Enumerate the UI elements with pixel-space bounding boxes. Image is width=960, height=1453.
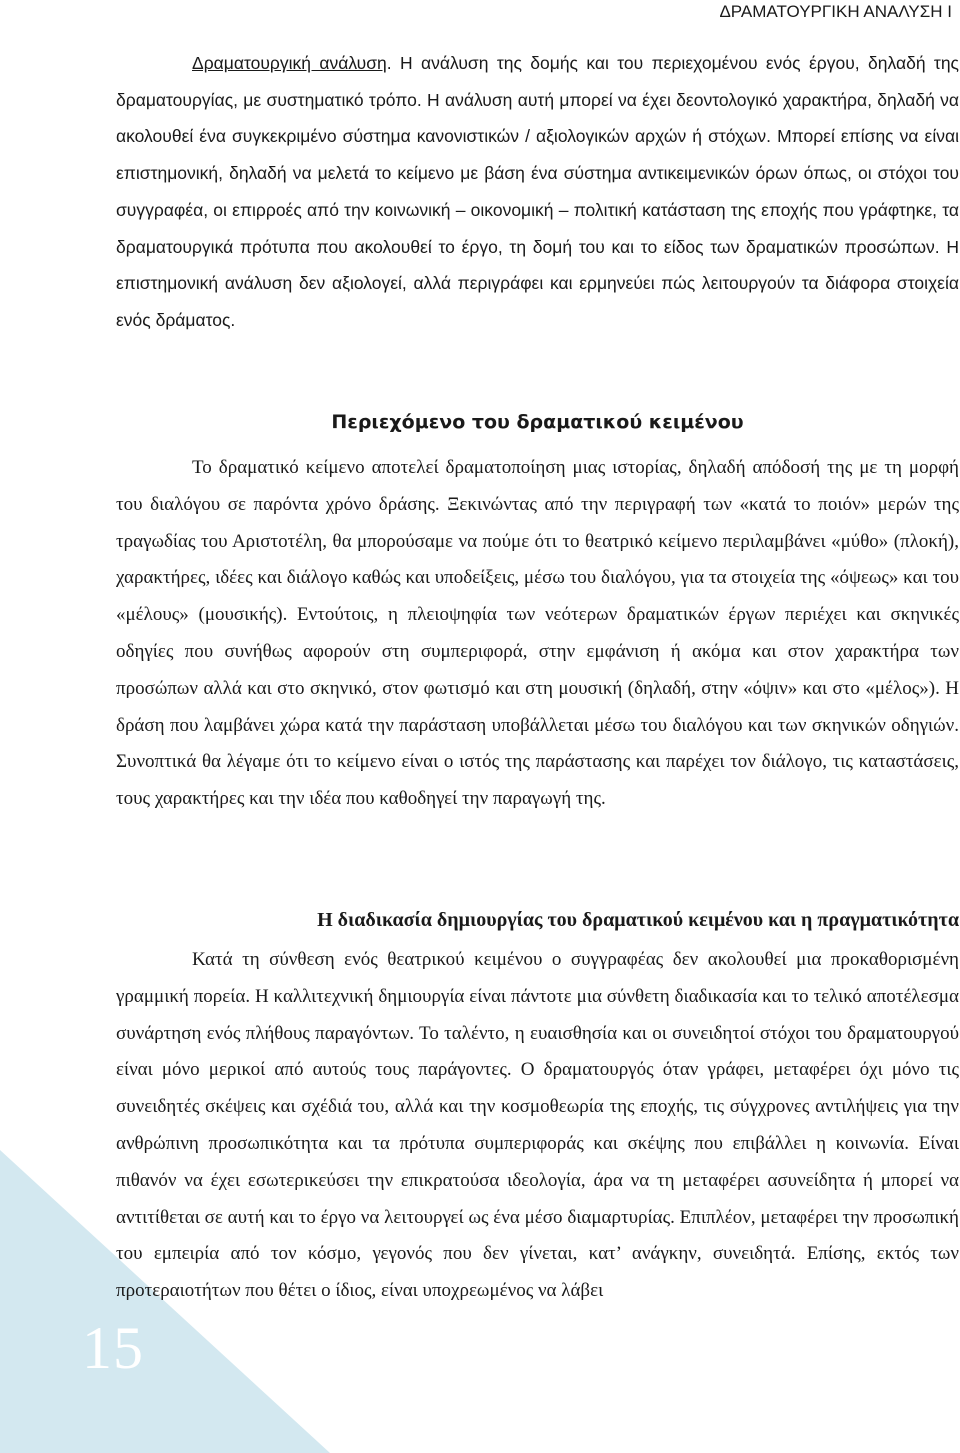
section-heading-creation-process: Η διαδικασία δημιουργίας του δραματικού κειμένου και η πραγματικότητα — [317, 909, 959, 931]
paragraph-body: Η ανάλυση της δομής και του περιεχομένου ενός έργου, δηλαδή της δραματουργίας, με συστηματικό τρόπο. Η ανάλυση αυτή μπορεί να έχει δεοντολογικό χαρακτήρα, δηλαδή να ακολουθεί ένα συγκεκριμένο σύστημα κανονιστικών / αξιολογικών αρχών ή στόχων. Μπορεί επίσης να είναι επιστημονική, δηλαδή να μελετά το κείμενο με βάση ένα σύστημα αντικειμενικών όρων όπως, οι στόχοι του συγγραφέα, οι επιρροές από την κοινωνική – οικονομική – πολιτική κατάσταση της εποχής που γράφτηκε, τα δραματουργικά πρότυπα που ακολουθεί το έργο, τη δομή του και το είδος των δραματικών προσώπων. Η επιστημονική ανάλυση δεν αξιολογεί, αλλά περιγράφει και ερμηνεύει πώς λειτουργούν τα διάφορα στοιχεία ενός δράματος. — [116, 53, 959, 330]
paragraph-dramaturgical-analysis — [116, 45, 959, 339]
paragraph-content: Το δραματικό κείμενο αποτελεί δραματοποίηση μιας ιστορίας, δηλαδή απόδοσή της με τη μορφή του διαλόγου σε παρόντα χρόνο δράσης. Ξεκινώντας από την περιγραφή των «κατά το ποιόν» μερών της τραγωδίας του Αριστοτέλη, θα μπορούσαμε να πούμε ότι το θεατρικό κείμενο περιλαμβάνει «μύθο» (πλοκή), χαρακτήρες, ιδέες και διάλογο καθώς και υποδείξεις, μέσω του διαλόγου, για τα στοιχεία της «όψεως» και του «μέλους» (μουσικής). Εντούτοις, η πλειοψηφία των νεότερων δραματικών έργων περιέχει και σκηνικές οδηγίες που συνήθως αφορούν στη συμπεριφορά, στην εμφάνιση ή ακόμα και στον χαρακτήρα των προσώπων αλλά και στο σκηνικό, στον φωτισμό και στη μουσική (δηλαδή, στην «όψιν» και στο «μέλος»). Η δράση που λαμβάνει χώρα κατά την παράσταση υποβάλλεται μέσω του διαλόγου και των σκηνικών οδηγιών. Συνοπτικά θα λέγαμε ότι το κείμενο είναι ο ιστός της παράστασης και παρέχει τον διάλογο, τις καταστάσεις, τους χαρακτήρες και την ιδέα που καθοδηγεί την παραγωγή της. — [116, 457, 959, 810]
term-suffix: . — [386, 53, 392, 73]
term-dramaturgical-analysis: Δραματουργική ανάλυση — [192, 53, 387, 73]
running-header: ΔΡΑΜΑΤΟΥΡΓΙΚΗ ΑΝΑΛΥΣΗ Ι — [719, 2, 952, 21]
page-number: 15 — [82, 1315, 144, 1381]
section-heading-content: Περιεχόμενο του δραματικού κειμένου — [331, 411, 744, 433]
paragraph-creation-process: Κατά τη σύνθεση ενός θεατρικού κειμένου ο συγγραφέας δεν ακολουθεί μια προκαθορισμένη γραμμική πορεία. Η καλλιτεχνική δημιουργία είναι πάντοτε μια σύνθετη διαδικασία και το τελικό αποτέλεσμα συνάρτηση ενός πλήθους παραγόντων. Το ταλέντο, η ευαισθησία και οι συνειδητοί στόχοι του δραματουργού είναι μόνο μερικοί από αυτούς τους παράγοντες. Ο δραματουργός όταν γράφει, μεταφέρει όχι μόνο τις συνειδητές σκέψεις και σχέδιά του, αλλά και την κοσμοθεωρία της εποχής, τις σύγχρονες αντιλήψεις για την ανθρώπινη προσωπικότητα και τα πρότυπα συμπεριφοράς και σκέψης που επιβάλλει η κοινωνία. Είναι πιθανόν να έχει εσωτερικεύσει την επικρατούσα ιδεολογία, άρα να τη μεταφέρει ασυνείδητα ή μπορεί να αντιτίθεται σε αυτή και το έργο να λειτουργεί ως ένα μέσο διαμαρτυρίας. Επιπλέον, μεταφέρει την προσωπική του εμπειρία από τον κόσμο, γεγονός που δεν γίνεται, κατ’ ανάγκην, συνειδητά. Επίσης, εκτός των προτεραιοτήτων που θέτει ο ίδιος, είναι υποχρεωμένος να λάβει — [116, 949, 959, 1302]
